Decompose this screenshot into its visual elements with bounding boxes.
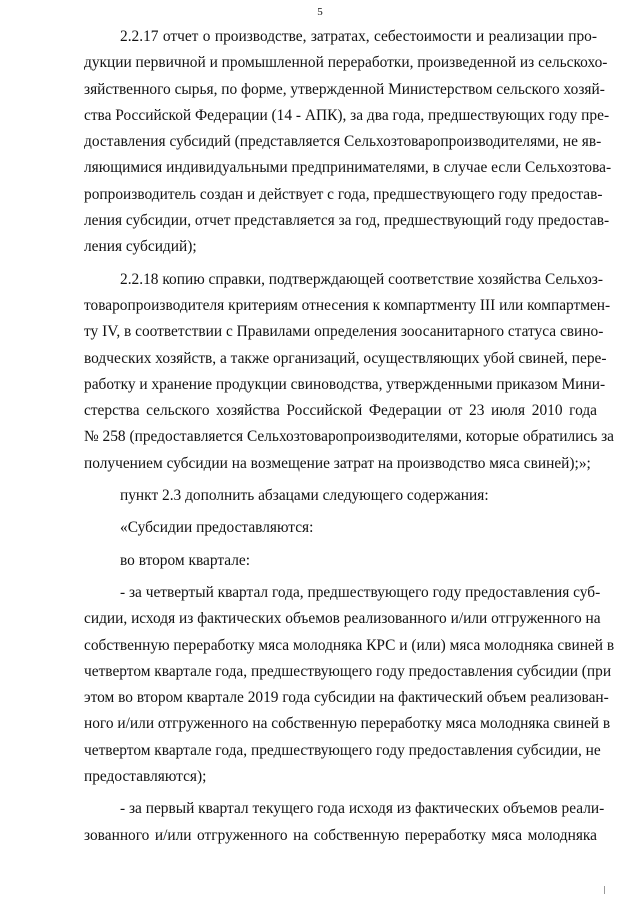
text-line: этом во втором квартале 2019 года субсидии на фактический объем реализован- <box>84 689 609 707</box>
text-line: собственную переработку мяса молодняка КРС и (или) мяса молодняка свиней в <box>84 636 615 654</box>
page-number: 5 <box>317 6 323 18</box>
text-line: сидии, исходя из фактических объемов реализованного и/или отгруженного на <box>84 610 601 628</box>
text-line: четвертом квартале года, предшествующего году предоставления субсидии, не <box>84 741 601 759</box>
text-line: ляющимися индивидуальными предпринимателями, в случае если Сельхозтова- <box>84 159 612 177</box>
text-line: пункт 2.3 дополнить абзацами следующего содержания: <box>120 487 489 505</box>
text-line: водческих хозяйств, а также организаций, осуществляющих убой свиней, пере- <box>84 349 607 367</box>
text-line: работку и хранение продукции свиноводства, утвержденными приказом Мини- <box>84 375 606 393</box>
text-line: четвертом квартале года, предшествующего году предоставления субсидии (при <box>84 662 612 680</box>
text-line: товаропроизводителя критериям отнесения к компартменту III или компартмен- <box>84 296 611 314</box>
text-line: ства Российской Федерации (14 - АПК), за два года, предшествующих году пре- <box>84 106 610 124</box>
text-line: ления субсидий); <box>84 238 197 256</box>
text-line: ропроизводитель создан и действует с года, предшествующего году предостав- <box>84 185 603 203</box>
text-line: предоставляются); <box>84 768 207 786</box>
text-line: - за четвертый квартал года, предшествующего году предоставления суб- <box>120 583 601 601</box>
text-line: № 258 (предоставляется Сельхозтоваропроизводителями, которые обратились за <box>84 428 615 446</box>
text-line: зованного и/или отгруженного на собственную переработку мяса молодняка <box>84 826 597 844</box>
text-line: ту IV, в соответствии с Правилами определения зоосанитарного статуса свино- <box>84 323 604 341</box>
text-line: ного и/или отгруженного на собственную переработку мяса молодняка свиней в <box>84 715 611 733</box>
document-body <box>84 24 615 849</box>
text-line: зяйственного сырья, по форме, утвержденной Министерством сельского хозяй- <box>84 80 605 98</box>
text-line: «Субсидии предоставляются: <box>120 519 314 537</box>
paragraph-first-quarter-item <box>84 796 605 849</box>
paragraph-subsidies-intro <box>84 515 597 541</box>
paragraph-point-2-3 <box>84 483 597 509</box>
text-line: - за первый квартал текущего года исходя из фактических объемов реали- <box>120 800 605 818</box>
paragraph-fourth-quarter-item <box>84 580 615 790</box>
text-line: ления субсидии, отчет представляется за год, предшествующий году предостав- <box>84 212 610 230</box>
paragraph-second-quarter <box>84 548 597 574</box>
text-line: дукции первичной и промышленной переработки, произведенной из сельскохо- <box>84 54 608 72</box>
paragraph-2-2-18 <box>84 267 615 477</box>
text-line: 2.2.18 копию справки, подтверждающей соответствие хозяйства Сельхоз- <box>120 270 604 288</box>
paragraph-2-2-17 <box>84 24 612 261</box>
text-line: во втором квартале: <box>120 551 251 569</box>
text-line: стерства сельского хозяйства Российской Федерации от 23 июля 2010 года <box>84 402 597 420</box>
scan-margin-mark <box>604 886 605 894</box>
text-line: 2.2.17 отчет о производстве, затратах, себестоимости и реализации про- <box>120 28 597 45</box>
text-line: доставления субсидий (представляется Сельхозтоваропроизводителями, не яв- <box>84 133 602 151</box>
text-line: получением субсидии на возмещение затрат на производство мяса свиней);»; <box>84 454 591 472</box>
